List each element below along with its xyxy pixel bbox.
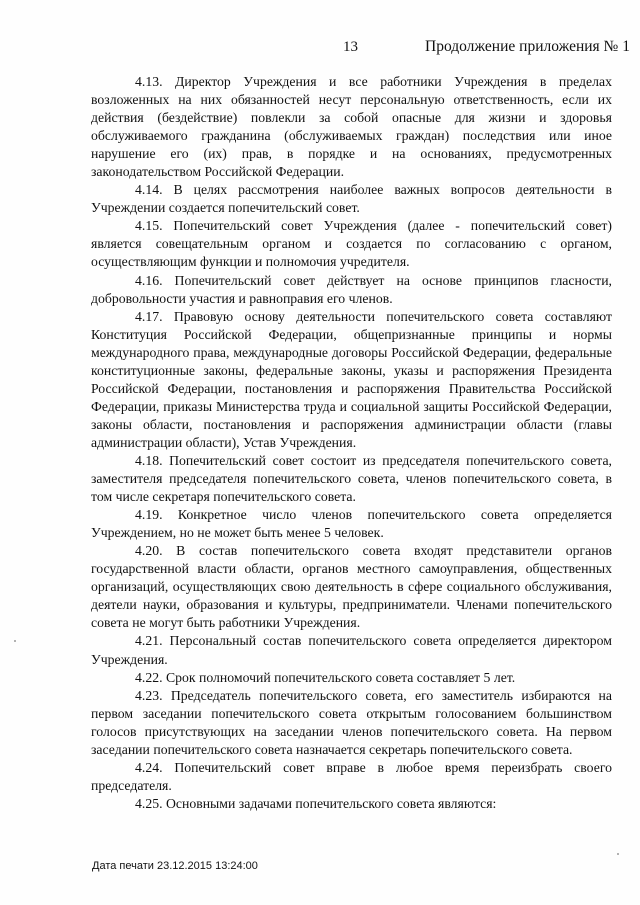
paragraph-4-19: 4.19. Конкретное число членов попечительского совета определяется Учреждением, но не может быть менее 5 человек.	[91, 507, 612, 541]
page-number: 13	[343, 39, 358, 55]
scan-speck	[14, 640, 16, 642]
paragraph-4-17: 4.17. Правовую основу деятельности попечительского совета составляют Конституция Российской Федерации, общепризнанные принципы и нормы международного права, международные договоры Российской Федерации, федеральные конституционные законы, федеральные законы, указы и распоряжения Президента Российской Федерации, постановления и распоряжения Правительства Российской Федерации, приказы Министерства труда и социальной защиты Российской Федерации, законы области, постановления и распоряжения администрации области (главы администрации области), Устав Учреждения.	[91, 308, 612, 450]
appendix-continuation-note: Продолжение приложения № 1	[425, 38, 630, 55]
paragraph-4-24: 4.24. Попечительский совет вправе в любое время переизбрать своего председателя.	[91, 759, 612, 793]
paragraph-4-23: 4.23. Председатель попечительского совета, его заместитель избираются на первом заседании попечительского совета открытым голосованием большинством голосов присутствующих на заседании членов попечительского совета. На первом заседании попечительского совета назначается секретарь попечительского совета.	[91, 687, 612, 757]
paragraph-4-20: 4.20. В состав попечительского совета входят представители органов государственной власти области, органов местного самоуправления, общественных организаций, осуществляющих свою деятельность в сфере социального обслуживания, деятели науки, образования и культуры, предприниматели. Членами попечительского совета не могут быть работники Учреждения.	[91, 543, 612, 631]
print-date-footer: Дата печати 23.12.2015 13:24:00	[92, 860, 258, 872]
paragraph-4-25: 4.25. Основными задачами попечительского совета являются:	[135, 795, 497, 811]
paragraph-4-22: 4.22. Срок полномочий попечительского совета составляет 5 лет.	[135, 669, 516, 685]
document-body	[91, 73, 612, 813]
paragraph-4-16: 4.16. Попечительский совет действует на основе принципов гласности, добровольности участия и равноправия его членов.	[91, 272, 612, 306]
paragraph-4-14: 4.14. В целях рассмотрения наиболее важных вопросов деятельности в Учреждении создается попечительский совет.	[91, 182, 612, 216]
paragraph-4-18: 4.18. Попечительский совет состоит из председателя попечительского совета, заместителя председателя попечительского совета, членов попечительского совета, в том числе секретаря попечительского совета.	[91, 452, 612, 505]
paragraph-4-13: 4.13. Директор Учреждения и все работники Учреждения в пределах возложенных на них обязанностей несут персональную ответственность, если их действия (бездействие) повлекли за собой опасные для жизни и здоровья обслуживаемого гражданина (обслуживаемых граждан) последствия или иное нарушение его (их) прав, в порядке и на основаниях, предусмотренных законодательством Российской Федерации.	[91, 74, 612, 180]
paragraph-4-15: 4.15. Попечительский совет Учреждения (далее - попечительский совет) является совещательным органом и создается по согласованию с органом, осуществляющим функции и полномочия учредителя.	[91, 218, 612, 270]
paragraph-4-21: 4.21. Персональный состав попечительского совета определяется директором Учреждения.	[91, 633, 612, 667]
scan-speck	[617, 853, 619, 855]
